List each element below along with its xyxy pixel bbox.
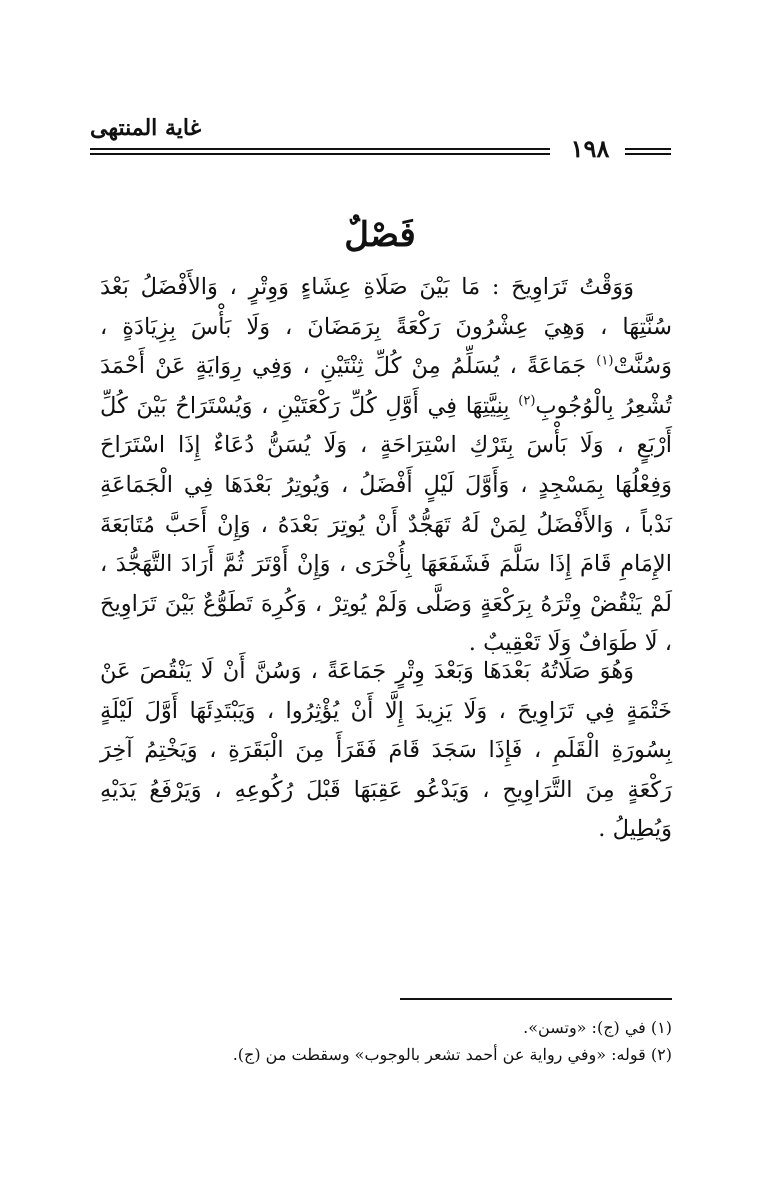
paragraph-2 xyxy=(100,652,672,850)
footnote-ref-1: (١) xyxy=(596,353,614,369)
page-number-rule xyxy=(625,148,671,150)
header-rule xyxy=(90,148,550,150)
running-title: غاية المنتهى xyxy=(90,115,202,141)
footnote-1: (١) في (ج): «وتسن». xyxy=(523,1018,672,1037)
section-heading: فَصْلٌ xyxy=(344,215,416,255)
paragraph-2-text: وَهُوَ صَلَاتُهُ بَعْدَهَا وَبَعْدَ وِتْرٍ جَمَاعَةً ، وَسُنَّ أَنْ لَا يَنْقُصَ عَنْ خَتْمَةٍ فِي تَرَاوِيحَ ، وَلَا يَزِيدَ إِلَّا أَنْ يُؤْثِرُوا ، وَيَبْتَدِئَهَا أَوَّلَ لَيْلَةٍ بِسُورَةِ الْقَلَمِ ، فَإِذَا سَجَدَ قَامَ فَقَرَأَ مِنَ الْبَقَرَةِ ، وَيَخْتِمُ آخِرَ رَكْعَةٍ مِنَ التَّرَاوِيحِ ، وَيَدْعُو عَقِبَهَا قَبْلَ رُكُوعِهِ ، وَيَرْفَعُ يَدَيْهِ وَيُطِيلُ . xyxy=(100,658,673,843)
footnotes xyxy=(100,1014,672,1068)
header-rule-secondary xyxy=(90,153,550,155)
paragraph-1-part-2: جَمَاعَةً ، يُسَلِّمُ مِنْ كُلِّ ثِنْتَيْنِ ، وَفِي رِوَايَةٍ عَنْ أَحْمَدَ تُشْعِرُ بِالْوُجُوبِ xyxy=(100,353,672,419)
footnote-2: (٢) قوله: «وفي رواية عن أحمد تشعر بالوجوب» وسقطت من (ج). xyxy=(232,1045,672,1064)
footnote-ref-2: (٢) xyxy=(518,393,536,409)
paragraph-1-part-1: وَوَقْتُ تَرَاوِيحَ : مَا بَيْنَ صَلَاةِ عِشَاءٍ وَوِتْرٍ ، وَالأَفْضَلُ بَعْدَ سُنَّتِهَا ، وَهِيَ عِشْرُونَ رَكْعَةً بِرَمَضَانَ ، وَلَا بَأْسَ بِزِيَادَةٍ ، وَسُنَّتْ xyxy=(100,274,672,380)
footnote-rule xyxy=(400,998,672,1000)
page-number: ١٩٨ xyxy=(570,134,610,163)
paragraph-1-text xyxy=(100,268,672,664)
page-number-rule-secondary xyxy=(625,153,671,155)
paragraph-1-part-3: بِنِيَّتِهَا فِي أَوَّلِ كُلِّ رَكْعَتَيْنِ ، وَيُسْتَرَاحُ بَيْنَ كُلِّ أَرْبَعٍ ، وَلَا بَأْسَ بِتَرْكِ اسْتِرَاحَةٍ ، وَلَا يُسَنُّ دُعَاءٌ إِذَا اسْتَرَاحَ وَفِعْلُهَا بِمَسْجِدٍ ، وَأَوَّلَ لَيْلٍ أَفْضَلُ ، وَيُوتِرُ بَعْدَهَا فِي الْجَمَاعَةِ نَدْباً ، وَالأَفْضَلُ لِمَنْ لَهُ تَهَجُّدٌ أَنْ يُوتِرَ بَعْدَهُ ، وَإِنْ أَحَبَّ مُتَابَعَةَ الإِمَامِ قَامَ إِذَا سَلَّمَ فَشَفَعَهَا بِأُخْرَى ، وَإِنْ أَوْتَرَ ثُمَّ أَرَادَ التَّهَجُّدَ ، لَمْ يَنْقُضْ وِتْرَهُ بِرَكْعَةٍ وَصَلَّى وَلَمْ يُوتِرْ ، وَكُرِهَ تَطَوُّعٌ بَيْنَ تَرَاوِيحَ ، لَا طَوَافٌ وَلَا تَعْقِيبٌ . xyxy=(100,392,672,657)
paragraph-1 xyxy=(100,268,672,664)
